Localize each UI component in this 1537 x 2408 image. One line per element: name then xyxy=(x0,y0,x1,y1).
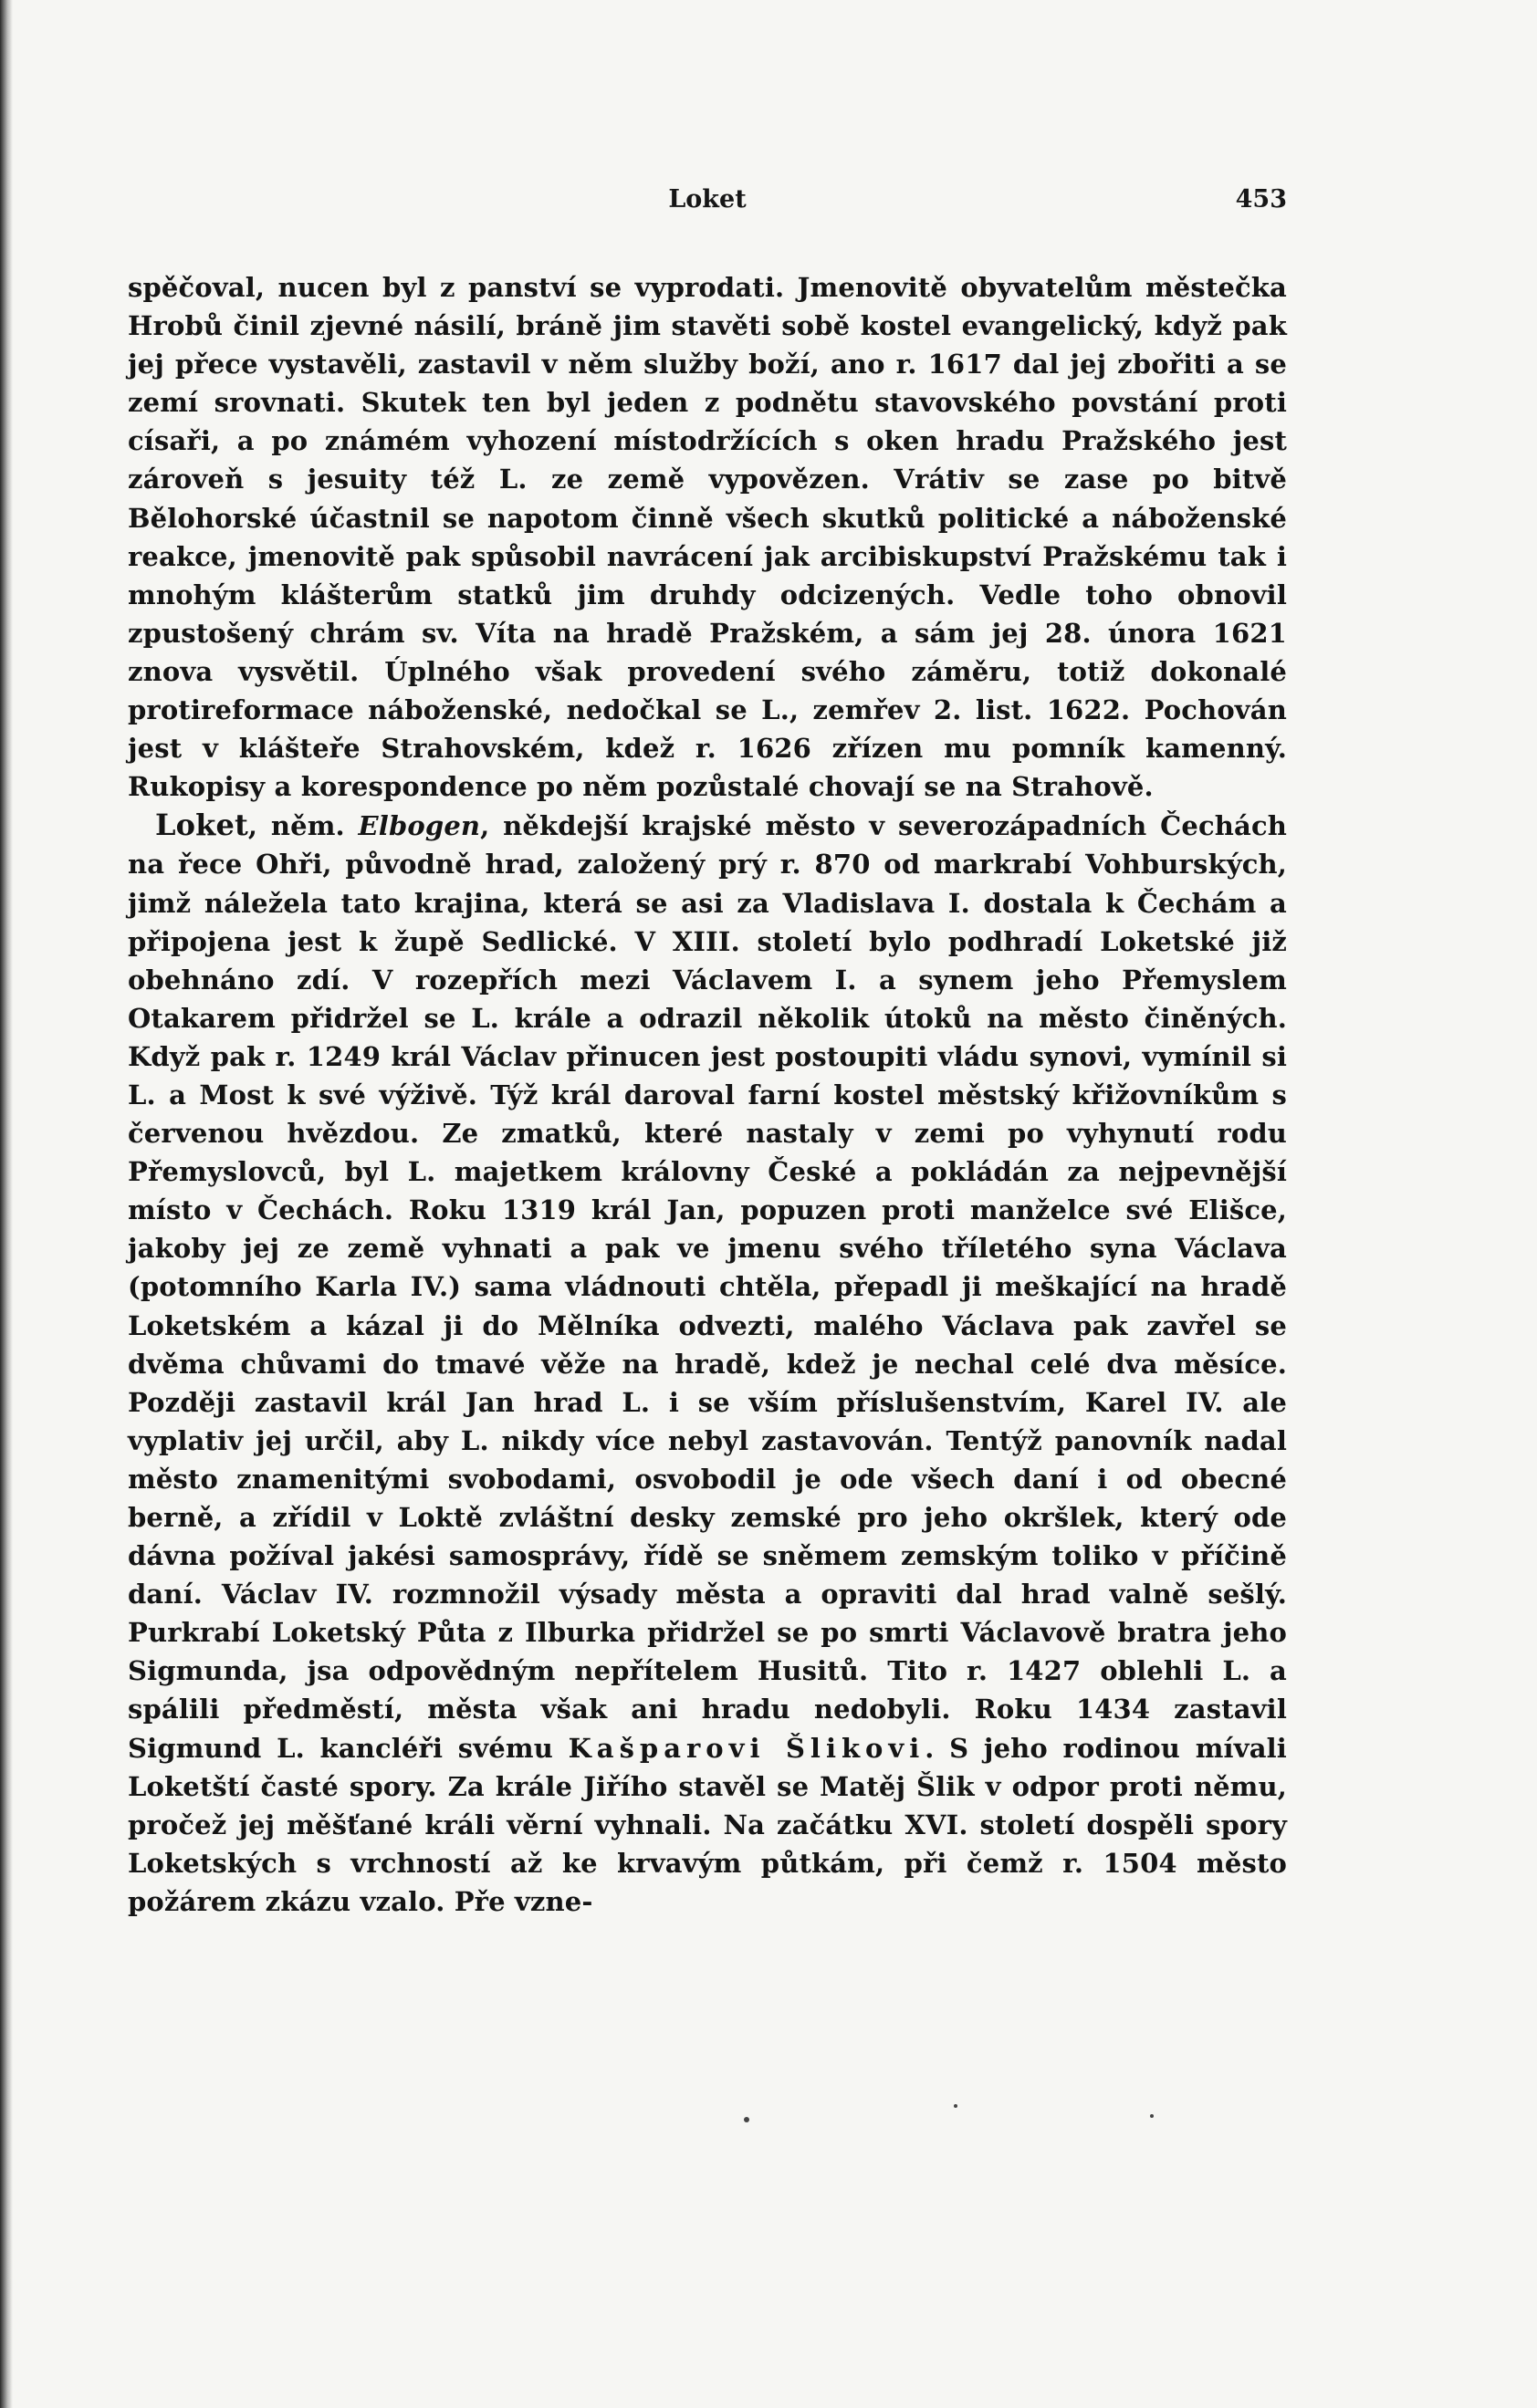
spaced-name: Kašparovi Šlikovi xyxy=(568,1732,925,1764)
body-text xyxy=(128,268,1287,1921)
speck xyxy=(954,2104,957,2108)
running-title: Loket xyxy=(668,185,747,214)
entry-prefix: , něm. xyxy=(247,810,359,842)
entry-lemma: Loket xyxy=(155,808,248,843)
encyclopedia-entry-loket xyxy=(128,806,1287,1921)
german-name: Elbogen xyxy=(358,810,481,842)
entry-text-part-2: . S jeho rodinou mívali Loketští časté spory. Za krále Jiřího stavěl se Matěj Šlik v odpor proti němu, pročež jej měšťané králi věrní vyhnali. Na začátku XVI. století dospěli spory Loketských s vrchností až ke krvavým půtkám, při čemž r. 1504 město požárem zkázu vzalo. Pře vzne- xyxy=(128,1732,1287,1917)
speck xyxy=(1150,2114,1154,2118)
speck xyxy=(744,2117,749,2122)
page-header xyxy=(128,185,1287,222)
entry-text-part-1: , někdejší krajské město v severozápadních Čechách na řece Ohři, původně hrad, založený prý r. 870 od markrabí Vohburských, jimž náležela tato krajina, která se asi za Vladislava I. dostala k Čechám a připojena jest k župě Sedlické. V XIII. století bylo podhradí Loketské již obehnáno zdí. V rozepřích mezi Václavem I. a synem jeho Přemyslem Otakarem přidržel se L. krále a odrazil několik útoků na město činěných. Když pak r. 1249 král Václav přinucen jest postoupiti vládu synovi, vymínil si L. a Most k své výživě. Týž král daroval farní kostel městský křižovníkům s červenou hvězdou. Ze zmatků, které nastaly v zemi po vyhynutí rodu Přemyslovců, byl L. majetkem královny České a pokládán za nejpevnější místo v Čechách. Roku 1319 král Jan, popuzen proti manželce své Elišce, jakoby jej ze země vyhnati a pak ve jmenu svého tříletého syna Václava (potomního Karla IV.) sama vládnouti chtěla, přepadl ji meškající na hradě Loketském a kázal ji do Mělníka odvezti, malého Václava pak zavřel se dvěma chůvami do tmavé věže na hradě, kdež je nechal celé dva měsíce. Později zastavil král Jan hrad L. i se vším příslušenstvím, Karel IV. ale vyplativ jej určil, aby L. nikdy více nebyl zastavován. Tentýž panovník nadal město znamenitými svobodami, osvobodil je ode všech daní i od obecné berně, a zřídil v Loktě zvláštní desky zemské pro jeho okršlek, který ode dávna požíval jakési samosprávy, řídě se sněmem zemským toliko v příčině daní. Václav IV. rozmnožil výsady města a opraviti dal hrad valně sešlý. Purkrabí Loketský Půta z Ilburka přidržel se po smrti Václavově bratra jeho Sigmunda, jsa odpovědným nepřítelem Husitů. Tito r. 1427 oblehli L. a spálili předměstí, města však ani hradu nedobyli. Roku 1434 zastavil Sigmund L. kancléři svému xyxy=(128,810,1287,1764)
paragraph-continuation: spěčoval, nucen byl z panství se vyprodati. Jmenovitě obyvatelům městečka Hrobů činil zjevné násilí, bráně jim stavěti sobě kostel evangelický, když pak jej přece vystavěli, zastavil v něm služby boží, ano r. 1617 dal jej zbořiti a se zemí srovnati. Skutek ten byl jeden z podnětu stavovského povstání proti císaři, a po známém vyhození místodržících s oken hradu Pražského jest zároveň s jesuity též L. ze země vypovězen. Vrátiv se zase po bitvě Bělohorské účastnil se napotom činně všech skutků politické a náboženské reakce, jmenovitě pak spůsobil navrácení jak arcibiskupství Pražskému tak i mnohým klášterům statků jim druhdy odcizených. Vedle toho obnovil zpustošený chrám sv. Víta na hradě Pražském, a sám jej 28. února 1621 znova vysvětil. Úplného však provedení svého záměru, totiž dokonalé protireformace náboženské, nedočkal se L., zemřev 2. list. 1622. Pochován jest v klášteře Strahovském, kdež r. 1626 zřízen mu pomník kamenný. Rukopisy a korespondence po něm pozůstalé chovají se na Strahově. xyxy=(128,272,1287,803)
page-number: 453 xyxy=(1235,185,1287,214)
